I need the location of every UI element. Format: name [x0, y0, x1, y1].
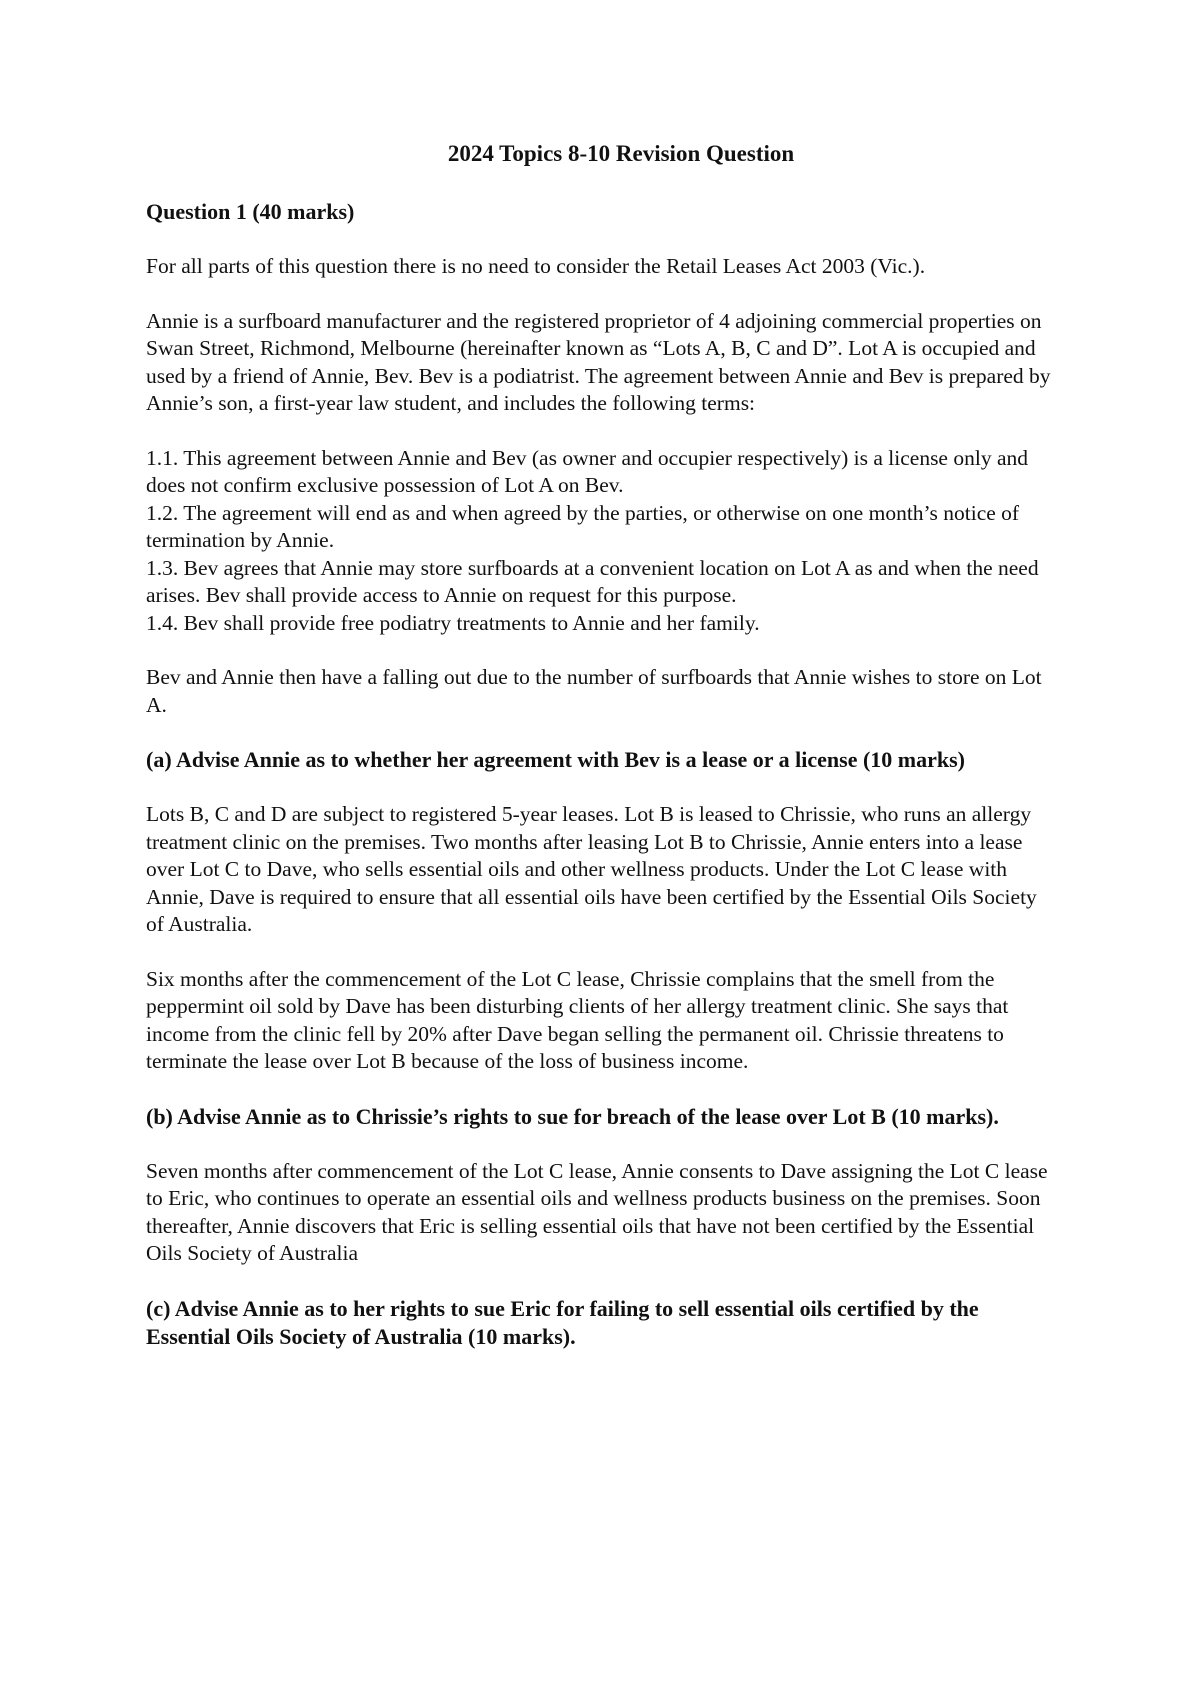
- term-1-2: 1.2. The agreement will end as and when agreed by the parties, or otherwise on one month’s notice of termination by Annie.: [146, 500, 1020, 552]
- intro-paragraph: For all parts of this question there is no need to consider the Retail Leases Act 2003 (Vic.).: [146, 254, 926, 278]
- facts-paragraph-4: Six months after the commencement of the Lot C lease, Chrissie complains that the smell from the peppermint oil sold by Dave has been disturbing clients of her allergy treatment clinic. She says that income from the clinic fell by 20% after Dave began selling the permanent oil. Chrissie threatens to terminate the lease over Lot B because of the loss of business income.: [146, 966, 1009, 1073]
- document-page: [146, 140, 1056, 1378]
- facts-paragraph-5: Seven months after commencement of the Lot C lease, Annie consents to Dave assigning the Lot C lease to Eric, who continues to operate an essential oils and wellness products business on the premises. Soon thereafter, Annie discovers that Eric is selling essential oils that have not been certified by the Essential Oils Society of Australia: [146, 1158, 1048, 1265]
- task-b: (b) Advise Annie as to Chrissie’s rights to sue for breach of the lease over Lot B (10 marks).: [146, 1103, 999, 1129]
- facts-paragraph-1: Annie is a surfboard manufacturer and the registered proprietor of 4 adjoining commercial properties on Swan Street, Richmond, Melbourne (hereinafter known as “Lots A, B, C and D”. Lot A is occupied and used by a friend of Annie, Bev. Bev is a podiatrist. The agreement between Annie and Bev is prepared by Annie’s son, a first-year law student, and includes the following terms:: [146, 308, 1051, 415]
- facts-paragraph-3: Lots B, C and D are subject to registered 5-year leases. Lot B is leased to Chrissie, who runs an allergy treatment clinic on the premises. Two months after leasing Lot B to Chrissie, Annie enters into a lease over Lot C to Dave, who sells essential oils and other wellness products. Under the Lot C lease with Annie, Dave is required to ensure that all essential oils have been certified by the Essential Oils Society of Australia.: [146, 802, 1037, 936]
- term-1-4: 1.4. Bev shall provide free podiatry treatments to Annie and her family.: [146, 610, 760, 635]
- document-title: 2024 Topics 8-10 Revision Question: [447, 141, 795, 166]
- question-heading: Question 1 (40 marks): [146, 199, 355, 224]
- term-1-3: 1.3. Bev agrees that Annie may store surfboards at a convenient location on Lot A as and when the need arises. Bev shall provide access to Annie on request for this purpose.: [146, 555, 1039, 607]
- agreement-terms: [146, 445, 1056, 638]
- facts-paragraph-2: Bev and Annie then have a falling out due to the number of surfboards that Annie wishes to store on Lot A.: [146, 665, 1042, 717]
- task-c: (c) Advise Annie as to her rights to sue Eric for failing to sell essential oils certified by the Essential Oils Society of Australia (10 marks).: [146, 1295, 979, 1349]
- task-a: (a) Advise Annie as to whether her agreement with Bev is a lease or a license (10 marks): [146, 747, 966, 772]
- term-1-1: 1.1. This agreement between Annie and Bev (as owner and occupier respectively) is a license only and does not confirm exclusive possession of Lot A on Bev.: [146, 445, 1028, 497]
